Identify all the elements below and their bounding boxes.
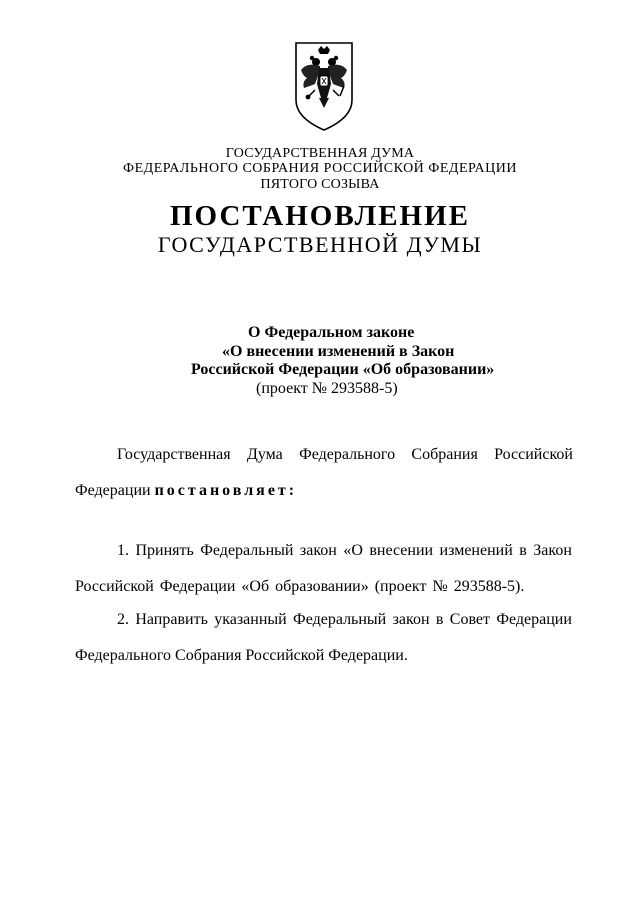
document-title: ПОСТАНОВЛЕНИЕ [169, 200, 470, 232]
document-subtitle: ГОСУДАРСТВЕННОЙ ДУМЫ [157, 232, 483, 257]
item-word: Федерации [496, 611, 572, 628]
about-line-1: О Федеральном законе [248, 324, 415, 341]
item-word: внесении [369, 542, 434, 559]
item-word: Федеральный [293, 611, 387, 628]
preamble-word: Дума [246, 446, 283, 463]
item-word: «О [343, 542, 363, 559]
item-word: изменений [439, 542, 513, 559]
preamble-line-2-start: Федерации [75, 482, 151, 499]
item-word: 2. [117, 611, 129, 628]
header-line-3: ПЯТОГО СОЗЫВА [260, 177, 380, 192]
item-2-line-1 [117, 610, 572, 630]
item-word: Направить [135, 611, 208, 628]
about-line-4: (проект № 293588-5) [256, 380, 398, 397]
header-line-1: ГОСУДАРСТВЕННАЯ ДУМА [225, 146, 415, 161]
preamble-line-2 [75, 481, 297, 501]
preamble-word: Российской [494, 446, 573, 463]
item-word: Совет [449, 611, 490, 628]
item-2-line-2: Федерального Собрания Российской Федерации. [75, 647, 408, 664]
preamble-word: Государственная [117, 446, 231, 463]
preamble-word: Федерального [299, 446, 396, 463]
resolution-verb: постановляет: [154, 482, 298, 499]
item-word: 1. [117, 542, 129, 559]
item-1-line-2: Российской Федерации «Об образовании» (проект № 293588-5). [75, 578, 525, 595]
item-word: закон [299, 542, 337, 559]
item-1-line-1 [117, 541, 572, 561]
item-word: Федеральный [200, 542, 294, 559]
header-line-2: ФЕДЕРАЛЬНОГО СОБРАНИЯ РОССИЙСКОЙ ФЕДЕРАЦИИ [123, 161, 517, 176]
preamble-word: Собрания [411, 446, 478, 463]
item-word: закон [392, 611, 430, 628]
about-line-3: Российской Федерации «Об образовании» [191, 361, 495, 378]
state-emblem [293, 40, 355, 132]
preamble-line-1 [117, 445, 573, 465]
item-word: Закон [533, 542, 572, 559]
item-word: в [435, 611, 444, 628]
item-word: Принять [135, 542, 194, 559]
item-word: указанный [214, 611, 287, 628]
about-line-2: «О внесении изменений в Закон [222, 343, 455, 360]
item-word: в [519, 542, 527, 559]
